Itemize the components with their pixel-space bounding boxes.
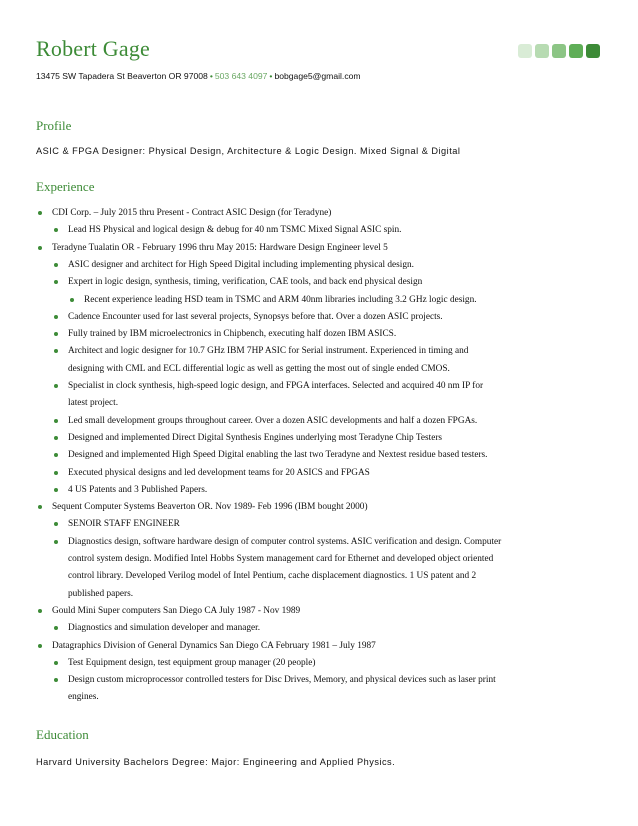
contact-line [36,71,361,81]
candidate-name: Robert Gage [36,36,150,61]
bullet-icon [54,384,58,388]
experience-line: Executed physical designs and led development teams for 20 ASICS and FPGAS [68,467,370,478]
experience-line: Gould Mini Super computers San Diego CA July 1987 - Nov 1989 [52,605,301,616]
experience-line: Architect and logic designer for 10.7 GHz IBM 7HP ASIC for Serial instrument. Experienced in timing and [68,346,469,357]
experience-line: control system design. Modified Intel Hobbs System management card for Ethernet and developed object oriented [68,554,494,564]
experience-line: Cadence Encounter used for last several projects, Synopsys before that. Over a dozen ASIC projects. [68,311,443,322]
decorative-square [535,44,549,58]
experience-line: CDI Corp. – July 2015 thru Present - Contract ASIC Design (for Teradyne) [52,208,332,218]
experience-line: Teradyne Tualatin OR - February 1996 thru May 2015: Hardware Design Engineer level 5 [52,242,388,253]
experience-line: engines. [68,692,99,703]
address: 13475 SW Tapadera St Beaverton OR 97008 [36,71,208,81]
bullet-icon [54,349,58,353]
experience-line: Test Equipment design, test equipment group manager (20 people) [68,657,316,668]
bullet-icon [54,522,58,526]
experience-line: SENOIR STAFF ENGINEER [68,519,180,530]
decorative-square [586,44,600,58]
bullet-icon [38,505,42,509]
bullet-icon [38,644,42,648]
bullet-icon [38,609,42,613]
experience-line: Specialist in clock synthesis, high-speed logic design, and FPGA interfaces. Selected and acquired 40 nm IP for [68,381,484,391]
profile-heading: Profile [36,118,72,133]
experience-line: 4 US Patents and 3 Published Papers. [68,484,208,495]
experience-line: Design custom microprocessor controlled testers for Disc Drives, Memory, and physical devices such as laser print [68,675,496,686]
bullet-icon [54,488,58,492]
experience-line: Recent experience leading HSD team in TSMC and ARM 40nm libraries including 3.2 GHz logic design. [84,294,477,305]
decorative-square [569,44,583,58]
bullet-icon [54,315,58,319]
experience-line: Designed and implemented High Speed Digital enabling the last two Teradyne and Nextest residue based testers. [68,450,488,461]
education-heading: Education [36,727,89,742]
experience-line: Lead HS Physical and logical design & debug for 40 nm TSMC Mixed Signal ASIC spin. [68,225,402,236]
profile-summary: ASIC & FPGA Designer: Physical Design, Architecture & Logic Design. Mixed Signal & Digital [36,146,461,156]
decorative-square [552,44,566,58]
experience-line: ASIC designer and architect for High Speed Digital including implementing physical design. [68,259,414,270]
experience-line: control library. Developed Verilog model of Intel Pentium, cache displacement diagnostics. 1 US patent and 2 [68,571,477,582]
bullet-icon [54,436,58,440]
bullet-icon [54,332,58,336]
bullet-icon [54,661,58,665]
bullet-icon [54,263,58,267]
phone-number: 503 643 4097 [214,71,268,81]
bullet-icon [54,280,58,284]
experience-line: Designed and implemented Direct Digital Synthesis Engines underlying most Teradyne Chip Testers [68,432,443,443]
experience-line: Expert in logic design, synthesis, timing, verification, CAE tools, and back end physical design [68,277,423,288]
experience-line: published papers. [68,588,134,599]
bullet-icon [54,471,58,475]
education-summary: Harvard University Bachelors Degree: Major: Engineering and Applied Physics. [36,757,396,767]
bullet-icon [54,540,58,544]
bullet-icon [54,228,58,232]
decorative-squares [518,44,600,58]
experience-line: Sequent Computer Systems Beaverton OR. Nov 1989- Feb 1996 (IBM bought 2000) [52,502,368,513]
decorative-square [518,44,532,58]
experience-line: Fully trained by IBM microelectronics in Chipbench, executing half dozen IBM ASICS. [68,329,397,340]
separator-dot: • [269,71,273,81]
experience-line: Datagraphics Division of General Dynamics San Diego CA February 1981 – July 1987 [52,640,376,651]
bullet-icon [70,298,74,302]
experience-line: designing with CML and ECL differential logic as well as getting the most out of single ended CMOS. [68,363,450,374]
email-address: bobgage5@gmail.com [274,71,361,81]
bullet-icon [54,678,58,682]
experience-line: Diagnostics design, software hardware design of computer control systems. ASIC verification and design. Computer [68,536,502,547]
bullet-icon [38,211,42,215]
experience-heading: Experience [36,179,95,194]
bullet-icon [54,626,58,630]
experience-line: Diagnostics and simulation developer and manager. [68,623,261,634]
bullet-icon [54,453,58,457]
bullet-icon [54,419,58,423]
experience-line: latest project. [68,398,119,409]
separator-dot: • [209,71,213,81]
experience-line: Led small development groups throughout career. Over a dozen ASIC developments and half a dozen FPGAs. [68,415,478,426]
bullet-icon [38,246,42,250]
